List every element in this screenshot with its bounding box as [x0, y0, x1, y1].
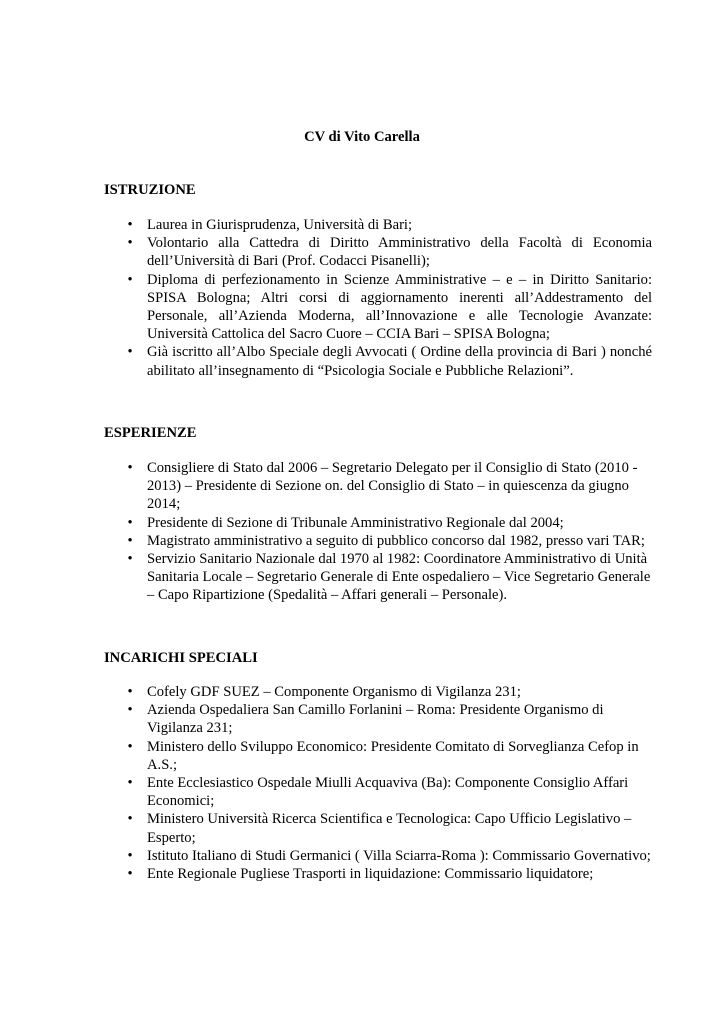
list-item-text: Volontario alla Cattedra di Diritto Amministrativo della Facoltà di Economia dell’Università di Bari (Prof. Codacci Pisanelli);: [147, 235, 652, 270]
list-item: [104, 701, 652, 737]
section-heading-istruzione: ISTRUZIONE: [104, 182, 196, 198]
list-item: [104, 343, 652, 379]
list-item-text: Laurea in Giurisprudenza, Università di Bari;: [147, 217, 413, 233]
list-item: [104, 774, 652, 810]
bullet-icon: •: [127, 551, 133, 568]
section-heading-incarichi: INCARICHI SPECIALI: [104, 650, 258, 666]
bullet-icon: •: [127, 344, 133, 361]
list-item: [104, 865, 652, 883]
list-item: [104, 550, 652, 605]
list-item-text: Ministero Università Ricerca Scientifica e Tecnologica: Capo Ufficio Legislativo – Esperto;: [147, 811, 632, 846]
list-item: [104, 234, 652, 270]
section-heading-esperienze: ESPERIENZE: [104, 425, 197, 441]
bullet-icon: •: [127, 866, 133, 883]
list-item-text: Cofely GDF SUEZ – Componente Organismo di Vigilanza 231;: [147, 684, 521, 700]
list-item-text: Diploma di perfezionamento in Scienze Amministrative – e – in Diritto Sanitario: SPISA Bologna; Altri corsi di aggiornamento inerenti all’Addestramento del Personale, all’Azienda Moderna, all’Innovazione e alle Tecnologie Avanzate: Università Cattolica del Sacro Cuore – CCIA Bari – SPISA Bologna;: [147, 271, 652, 343]
list-item: [104, 271, 652, 344]
istruzione-list: [104, 216, 652, 380]
bullet-icon: •: [127, 217, 133, 233]
bullet-icon: •: [127, 811, 133, 828]
esperienze-list: [104, 459, 652, 605]
list-item-text: Azienda Ospedaliera San Camillo Forlanini – Roma: Presidente Organismo di Vigilanza 231;: [147, 702, 604, 737]
list-item-text: Presidente di Sezione di Tribunale Amministrativo Regionale dal 2004;: [147, 514, 564, 531]
list-item-text: Servizio Sanitario Nazionale dal 1970 al 1982: Coordinatore Amministrativo di Unità Sanitaria Locale – Segretario Generale di Ente ospedaliero – Vice Segretario Generale – Capo Ripartizione (Spedalità – Affari generali – Personale).: [147, 551, 651, 604]
list-item: [104, 532, 652, 550]
list-item: [104, 810, 652, 846]
list-item-text: Ministero dello Sviluppo Economico: Presidente Comitato di Sorveglianza Cefop in A.S.;: [147, 738, 639, 773]
bullet-icon: •: [127, 847, 133, 864]
bullet-icon: •: [127, 775, 133, 792]
list-item: [104, 514, 652, 532]
list-item-text: Magistrato amministrativo a seguito di pubblico concorso dal 1982, presso vari TAR;: [147, 532, 645, 549]
bullet-icon: •: [127, 702, 133, 719]
bullet-icon: •: [127, 532, 133, 549]
bullet-icon: •: [127, 460, 133, 476]
list-item: [104, 459, 652, 514]
list-item-text: Consigliere di Stato dal 2006 – Segretario Delegato per il Consiglio di Stato (2010 - 2013) – Presidente di Sezione on. del Consiglio di Stato – in quiescenza da giugno 2014;: [147, 460, 638, 513]
bullet-icon: •: [127, 514, 133, 531]
bullet-icon: •: [127, 271, 133, 288]
list-item: [104, 216, 652, 234]
list-item-text: Istituto Italiano di Studi Germanici ( Villa Sciarra-Roma ): Commissario Governativo;: [147, 847, 651, 864]
bullet-icon: •: [127, 235, 133, 252]
bullet-icon: •: [127, 738, 133, 755]
incarichi-list: [104, 683, 652, 883]
list-item-text: Ente Ecclesiastico Ospedale Miulli Acquaviva (Ba): Componente Consiglio Affari Economici;: [147, 775, 629, 810]
list-item: [104, 738, 652, 774]
list-item-text: Ente Regionale Pugliese Trasporti in liquidazione: Commissario liquidatore;: [147, 866, 594, 883]
list-item: [104, 847, 652, 865]
bullet-icon: •: [127, 684, 133, 700]
list-item: [104, 683, 652, 701]
list-item-text: Già iscritto all’Albo Speciale degli Avvocati ( Ordine della provincia di Bari ) nonché abilitato all’insegnamento di “Psicologia Sociale e Pubbliche Relazioni”.: [147, 344, 652, 379]
document-title: CV di Vito Carella: [304, 129, 420, 145]
